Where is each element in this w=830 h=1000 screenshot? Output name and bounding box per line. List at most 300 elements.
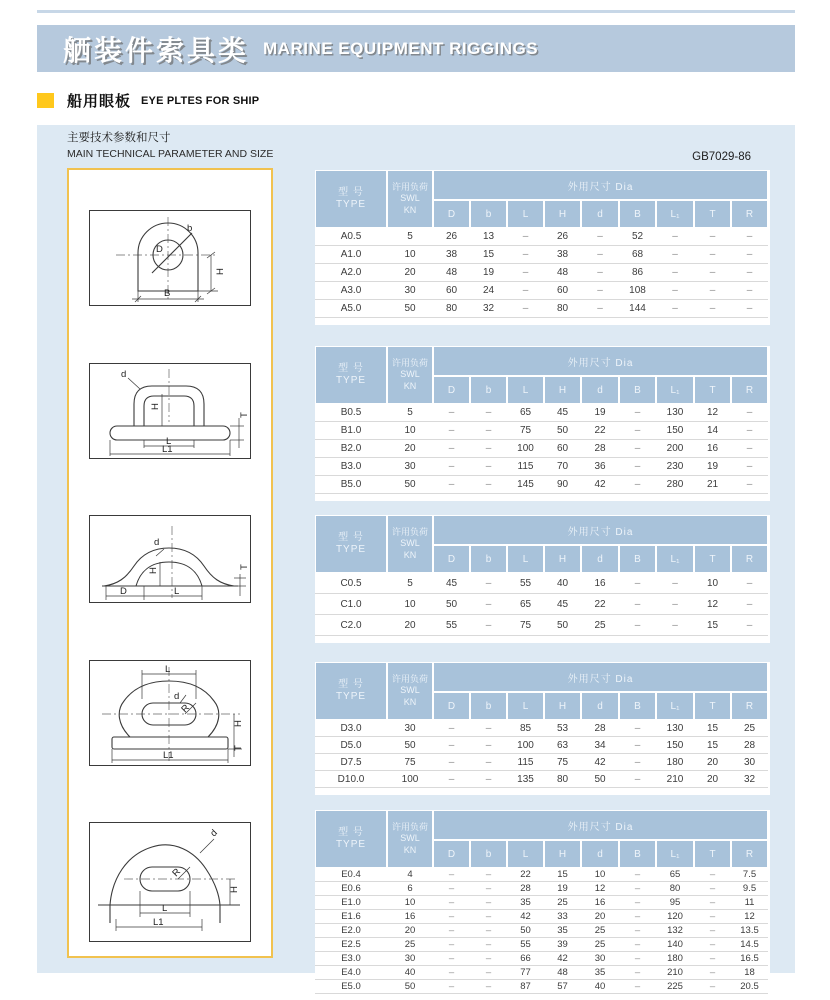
spec-table-series-C — [315, 515, 770, 643]
cell-value: – — [656, 282, 694, 300]
col-header-L: L — [507, 840, 544, 868]
cell-value: 30 — [387, 952, 433, 966]
cell-value: – — [619, 980, 656, 994]
cell-value: 66 — [507, 952, 544, 966]
col-header-b: b — [470, 376, 507, 404]
spec-row-D5.0 — [315, 737, 768, 754]
col-header-swl-cn: 许用负荷 — [391, 182, 428, 193]
col-header-type-cn: 型 号 — [338, 531, 364, 543]
cell-value: 115 — [507, 458, 544, 476]
cell-value: 80 — [433, 300, 470, 318]
cell-value: 21 — [694, 476, 731, 494]
cell-value: 19 — [544, 882, 581, 896]
cell-value: – — [731, 594, 768, 615]
cell-value: 25 — [581, 938, 619, 952]
cell-value: 42 — [581, 476, 619, 494]
col-header-b: b — [470, 840, 507, 868]
cell-value: 77 — [507, 966, 544, 980]
cell-value: 42 — [581, 754, 619, 771]
cell-value: – — [619, 952, 656, 966]
cell-value: 52 — [619, 228, 656, 246]
cell-value: 200 — [656, 440, 694, 458]
col-header-swl-cn: 许用负荷 — [391, 674, 428, 685]
cell-value: – — [619, 882, 656, 896]
cell-value: 40 — [544, 573, 581, 594]
cell-value: – — [731, 246, 768, 264]
spec-row-C0.5 — [315, 573, 768, 594]
cell-type: B2.0 — [315, 440, 387, 458]
col-header-L1: L₁ — [656, 840, 694, 868]
cell-value: 25 — [544, 896, 581, 910]
col-header-T: T — [694, 692, 731, 720]
dim-label-thickness: T — [233, 744, 244, 751]
col-header-type — [315, 662, 387, 720]
col-header-swl-en: SWL — [400, 685, 420, 696]
spec-row-A0.5 — [315, 228, 768, 246]
cell-value: 50 — [507, 924, 544, 938]
cell-value: 20 — [387, 440, 433, 458]
cell-value: – — [433, 952, 470, 966]
col-header-type-en: TYPE — [335, 839, 367, 850]
cell-value: – — [656, 573, 694, 594]
spec-row-A1.0 — [315, 246, 768, 264]
cell-value: 30 — [387, 458, 433, 476]
col-header-type-en: TYPE — [335, 199, 367, 210]
cell-value: 55 — [507, 573, 544, 594]
cell-value: 30 — [387, 282, 433, 300]
cell-value: 16 — [694, 440, 731, 458]
cell-value: 140 — [656, 938, 694, 952]
cell-value: 34 — [581, 737, 619, 754]
cell-value: – — [470, 980, 507, 994]
cell-value: – — [433, 422, 470, 440]
col-header-b: b — [470, 200, 507, 228]
cell-value: – — [581, 300, 619, 318]
cell-value: 24 — [470, 282, 507, 300]
cell-value: – — [619, 910, 656, 924]
cell-value: – — [470, 938, 507, 952]
cell-type: E0.4 — [315, 868, 387, 882]
cell-value: 100 — [507, 440, 544, 458]
cell-value: 50 — [387, 980, 433, 994]
dim-label-height: H — [233, 719, 244, 727]
cell-type: A0.5 — [315, 228, 387, 246]
cell-value: – — [470, 754, 507, 771]
cell-value: 75 — [387, 754, 433, 771]
cell-value: 120 — [656, 910, 694, 924]
cell-value: 180 — [656, 952, 694, 966]
cell-value: 53 — [544, 720, 581, 737]
cell-value: – — [619, 924, 656, 938]
col-header-R: R — [731, 376, 768, 404]
dim-label-bar: d — [208, 827, 220, 840]
cell-value: 48 — [544, 264, 581, 282]
section-heading — [37, 90, 259, 111]
col-header-swl-unit: KN — [403, 844, 417, 855]
cell-value: – — [581, 282, 619, 300]
cell-value: – — [731, 228, 768, 246]
col-header-type — [315, 810, 387, 868]
cell-value: 19 — [581, 404, 619, 422]
cell-value: 19 — [470, 264, 507, 282]
cell-value: 100 — [507, 737, 544, 754]
cell-value: 39 — [544, 938, 581, 952]
cell-value: 16 — [581, 896, 619, 910]
cell-value: – — [507, 246, 544, 264]
cell-value: – — [619, 594, 656, 615]
cell-value: – — [619, 440, 656, 458]
cell-value: 18 — [731, 966, 768, 980]
col-header-type — [315, 515, 387, 573]
cell-value: 15 — [544, 868, 581, 882]
drawing-frame-type-a — [89, 210, 251, 306]
cell-value: 65 — [507, 404, 544, 422]
cell-value: 48 — [544, 966, 581, 980]
spec-row-B3.0 — [315, 458, 768, 476]
col-header-H: H — [544, 545, 581, 573]
cell-value: 15 — [694, 737, 731, 754]
cell-type: B5.0 — [315, 476, 387, 494]
col-header-d: d — [581, 376, 619, 404]
section-title-chinese: 船用眼板 — [67, 93, 132, 110]
spec-row-E1.0 — [315, 896, 768, 910]
cell-value: 55 — [433, 615, 470, 636]
cell-value: 4 — [387, 868, 433, 882]
cell-value: – — [656, 264, 694, 282]
col-header-type — [315, 346, 387, 404]
col-header-d: d — [581, 692, 619, 720]
col-header-type-cn: 型 号 — [338, 826, 364, 838]
cell-value: – — [619, 720, 656, 737]
cell-value: 30 — [387, 720, 433, 737]
spec-row-E2.5 — [315, 938, 768, 952]
cell-value: – — [694, 228, 731, 246]
dim-label-thickness: T — [239, 564, 250, 570]
cell-value: 5 — [387, 404, 433, 422]
col-header-swl-unit: KN — [403, 696, 417, 707]
cell-value: – — [731, 282, 768, 300]
col-header-B: B — [619, 840, 656, 868]
cell-value: 70 — [544, 458, 581, 476]
col-header-H: H — [544, 200, 581, 228]
cell-value: 35 — [544, 924, 581, 938]
col-header-B: B — [619, 376, 656, 404]
col-header-dimensions: 外用尺寸 Dia — [433, 515, 768, 545]
cell-value: – — [731, 440, 768, 458]
cell-value: 210 — [656, 966, 694, 980]
spec-table — [315, 662, 768, 788]
col-header-B: B — [619, 545, 656, 573]
spec-row-B1.0 — [315, 422, 768, 440]
cell-value: – — [731, 458, 768, 476]
cell-value: 28 — [581, 720, 619, 737]
cell-value: 16.5 — [731, 952, 768, 966]
cell-value: – — [470, 771, 507, 788]
cell-value: – — [731, 300, 768, 318]
technical-drawing-type-c — [90, 516, 250, 602]
cell-value: 130 — [656, 404, 694, 422]
cell-value: – — [619, 771, 656, 788]
cell-type: D10.0 — [315, 771, 387, 788]
cell-value: – — [694, 868, 731, 882]
cell-value: – — [470, 594, 507, 615]
cell-value: 65 — [656, 868, 694, 882]
cell-value: 6 — [387, 882, 433, 896]
col-header-type-en: TYPE — [335, 691, 367, 702]
cell-type: A3.0 — [315, 282, 387, 300]
col-header-swl-en: SWL — [400, 538, 420, 549]
cell-value: 16 — [387, 910, 433, 924]
drawing-frame-type-d — [89, 660, 251, 766]
cell-value: – — [619, 896, 656, 910]
col-header-swl-en: SWL — [400, 193, 420, 204]
cell-value: 7.5 — [731, 868, 768, 882]
cell-value: 60 — [433, 282, 470, 300]
cell-value: 60 — [544, 282, 581, 300]
cell-value: – — [470, 720, 507, 737]
cell-value: 5 — [387, 573, 433, 594]
cell-value: – — [433, 868, 470, 882]
cell-value: – — [470, 737, 507, 754]
cell-value: – — [470, 868, 507, 882]
cell-value: 45 — [544, 594, 581, 615]
col-header-swl-en: SWL — [400, 833, 420, 844]
col-header-R: R — [731, 840, 768, 868]
cell-value: – — [619, 737, 656, 754]
cell-value: 45 — [433, 573, 470, 594]
dim-label-radius: R — [170, 866, 183, 880]
cell-value: – — [694, 264, 731, 282]
cell-value: – — [433, 476, 470, 494]
col-header-d: d — [581, 545, 619, 573]
col-header-L: L — [507, 200, 544, 228]
cell-value: 12 — [694, 594, 731, 615]
cell-value: – — [433, 458, 470, 476]
cell-type: B1.0 — [315, 422, 387, 440]
col-header-L1: L₁ — [656, 200, 694, 228]
cell-value: – — [433, 737, 470, 754]
drawing-frame-type-b — [89, 363, 251, 459]
cell-value: 13.5 — [731, 924, 768, 938]
spec-table-series-A — [315, 170, 770, 325]
cell-value: 20 — [387, 924, 433, 938]
technical-drawing-type-d — [90, 661, 250, 765]
cell-value: – — [470, 573, 507, 594]
col-header-swl-en: SWL — [400, 369, 420, 380]
cell-value: 68 — [619, 246, 656, 264]
cell-value: – — [470, 924, 507, 938]
spec-row-E3.0 — [315, 952, 768, 966]
banner-title-chinese: 舾装件索具类 — [63, 34, 250, 66]
cell-type: D3.0 — [315, 720, 387, 737]
cell-value: 28 — [581, 440, 619, 458]
cell-value: 80 — [544, 771, 581, 788]
cell-value: 150 — [656, 422, 694, 440]
cell-value: 225 — [656, 980, 694, 994]
spec-row-E5.0 — [315, 980, 768, 994]
cell-value: – — [507, 228, 544, 246]
cell-value: 280 — [656, 476, 694, 494]
col-header-dimensions: 外用尺寸 Dia — [433, 346, 768, 376]
cell-value: – — [656, 246, 694, 264]
col-header-swl-unit: KN — [403, 549, 417, 560]
technical-drawing-type-e — [90, 823, 250, 941]
cell-value: – — [433, 440, 470, 458]
cell-value: 50 — [544, 422, 581, 440]
spec-row-A5.0 — [315, 300, 768, 318]
cell-value: 45 — [544, 404, 581, 422]
cell-value: – — [694, 938, 731, 952]
cell-value: – — [619, 938, 656, 952]
col-header-D: D — [433, 545, 470, 573]
cell-value: 20 — [387, 615, 433, 636]
cell-value: 63 — [544, 737, 581, 754]
cell-value: – — [433, 938, 470, 952]
cell-value: 12 — [731, 910, 768, 924]
cell-value: 38 — [544, 246, 581, 264]
yellow-bullet-square — [37, 93, 54, 108]
cell-value: – — [470, 404, 507, 422]
cell-type: E1.6 — [315, 910, 387, 924]
cell-value: – — [694, 910, 731, 924]
cell-value: 210 — [656, 771, 694, 788]
cell-type: E2.0 — [315, 924, 387, 938]
cell-value: – — [694, 980, 731, 994]
cell-value: – — [433, 720, 470, 737]
cell-value: 50 — [581, 771, 619, 788]
col-header-type-en: TYPE — [335, 544, 367, 555]
drawings-panel — [67, 168, 273, 958]
spec-row-E1.6 — [315, 910, 768, 924]
cell-value: 108 — [619, 282, 656, 300]
dim-label-span: L — [166, 435, 172, 447]
cell-type: A2.0 — [315, 264, 387, 282]
spec-table — [315, 515, 768, 636]
cell-value: – — [619, 754, 656, 771]
cell-value: – — [619, 458, 656, 476]
dim-label-height: H — [229, 886, 240, 893]
standard-number: GB7029-86 — [692, 151, 751, 163]
technical-drawing-type-b — [90, 364, 250, 458]
cell-value: – — [731, 615, 768, 636]
cell-type: C2.0 — [315, 615, 387, 636]
col-header-type-cn: 型 号 — [338, 362, 364, 374]
cell-value: 115 — [507, 754, 544, 771]
cell-value: 15 — [470, 246, 507, 264]
cell-value: 22 — [507, 868, 544, 882]
cell-value: – — [731, 476, 768, 494]
dim-label-height: H — [215, 268, 226, 275]
cell-value: – — [433, 771, 470, 788]
col-header-L: L — [507, 692, 544, 720]
cell-value: – — [470, 440, 507, 458]
cell-value: – — [470, 966, 507, 980]
cell-type: B0.5 — [315, 404, 387, 422]
cell-value: – — [731, 573, 768, 594]
col-header-swl — [387, 170, 433, 228]
cell-value: 20 — [581, 910, 619, 924]
cell-value: 19 — [694, 458, 731, 476]
col-header-d: d — [581, 840, 619, 868]
cell-value: 50 — [387, 476, 433, 494]
cell-value: – — [694, 952, 731, 966]
page-banner — [37, 25, 795, 72]
col-header-L: L — [507, 545, 544, 573]
cell-value: 135 — [507, 771, 544, 788]
cell-value: – — [507, 300, 544, 318]
dim-label-base: B — [164, 288, 171, 299]
cell-value: 87 — [507, 980, 544, 994]
cell-value: 33 — [544, 910, 581, 924]
cell-value: – — [694, 924, 731, 938]
cell-value: 15 — [694, 720, 731, 737]
cell-value: 36 — [581, 458, 619, 476]
cell-value: – — [694, 246, 731, 264]
col-header-T: T — [694, 840, 731, 868]
cell-value: – — [619, 966, 656, 980]
dim-label-hole: D — [156, 244, 163, 255]
drawing-frame-type-c — [89, 515, 251, 603]
cell-value: 32 — [470, 300, 507, 318]
col-header-D: D — [433, 692, 470, 720]
col-header-L1: L₁ — [656, 545, 694, 573]
cell-value: 130 — [656, 720, 694, 737]
cell-value: – — [470, 458, 507, 476]
cell-value: – — [470, 882, 507, 896]
col-header-B: B — [619, 692, 656, 720]
parameter-heading — [67, 130, 273, 162]
cell-value: 100 — [387, 771, 433, 788]
cell-value: 145 — [507, 476, 544, 494]
cell-value: – — [433, 910, 470, 924]
col-header-swl — [387, 810, 433, 868]
col-header-D: D — [433, 376, 470, 404]
cell-value: – — [619, 615, 656, 636]
cell-value: 16 — [581, 573, 619, 594]
col-header-swl-cn: 许用负荷 — [391, 527, 428, 538]
col-header-D: D — [433, 840, 470, 868]
col-header-swl-unit: KN — [403, 204, 417, 215]
cell-value: 55 — [507, 938, 544, 952]
spec-row-B5.0 — [315, 476, 768, 494]
col-header-swl-unit: KN — [403, 380, 417, 391]
cell-value: 10 — [387, 246, 433, 264]
col-header-H: H — [544, 692, 581, 720]
cell-value: – — [619, 422, 656, 440]
cell-value: 14.5 — [731, 938, 768, 952]
col-header-L1: L₁ — [656, 376, 694, 404]
dim-label-span: L — [174, 586, 180, 597]
dim-label-bar: d — [174, 690, 180, 702]
cell-type: A5.0 — [315, 300, 387, 318]
spec-row-A3.0 — [315, 282, 768, 300]
cell-value: 132 — [656, 924, 694, 938]
cell-type: B3.0 — [315, 458, 387, 476]
dim-label-bar: d — [154, 537, 160, 548]
col-header-L: L — [507, 376, 544, 404]
cell-value: – — [656, 594, 694, 615]
section-title-english: EYE PLTES FOR SHIP — [141, 94, 260, 107]
cell-value: – — [470, 952, 507, 966]
spec-table — [315, 346, 768, 494]
spec-row-E0.4 — [315, 868, 768, 882]
cell-value: – — [433, 980, 470, 994]
col-header-swl — [387, 346, 433, 404]
cell-type: E0.6 — [315, 882, 387, 896]
cell-value: 28 — [731, 737, 768, 754]
cell-value: – — [731, 422, 768, 440]
dim-label-base: L1 — [153, 917, 164, 928]
